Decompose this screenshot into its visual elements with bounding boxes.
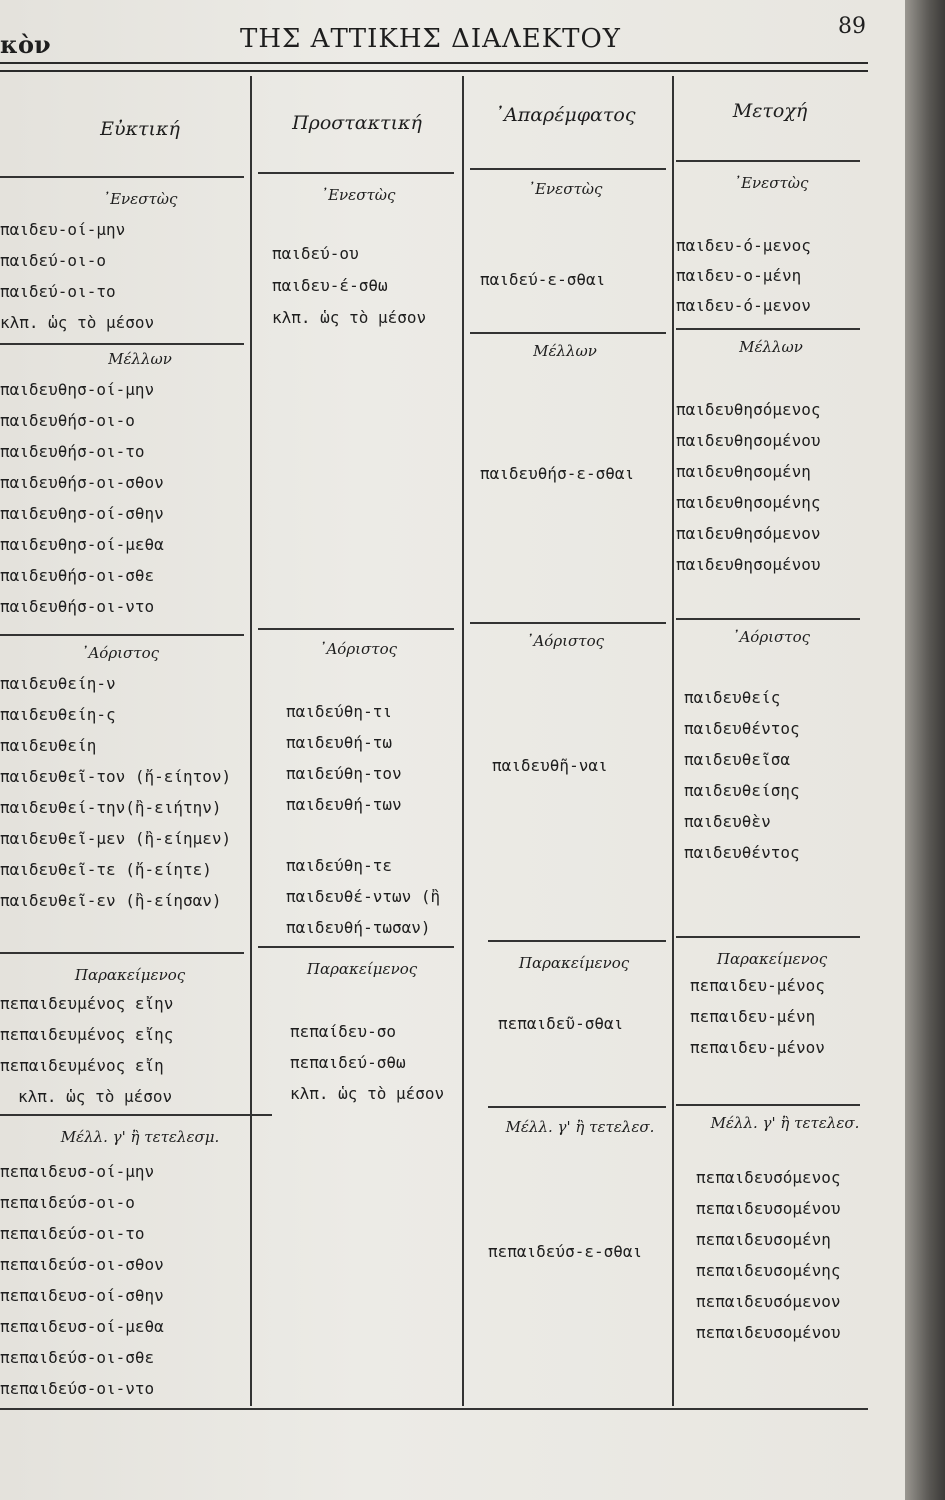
c4-perfect-form: πεπαιδευ-μένον [690, 1038, 825, 1057]
c2-present-heading: ᾿Ενεστὼς [320, 186, 396, 204]
divider-c1-present [0, 343, 244, 345]
divider-c3-perfect [488, 1106, 666, 1108]
c1-future-form: παιδευθήσ-οι-σθον [0, 473, 164, 492]
column-divider-2 [462, 76, 464, 1406]
c4-future-form: παιδευθησομένης [676, 493, 821, 512]
c4-future-form: παιδευθησομένου [676, 431, 821, 450]
c3-aorist-form: παιδευθῆ-ναι [492, 756, 608, 775]
c3-perfect-heading: Παρακείμενος [518, 954, 630, 972]
c3-futperf-form: πεπαιδεύσ-ε-σθαι [488, 1242, 643, 1261]
c4-futperf-heading: Μέλλ. γ' ἢ τετελεσ. [710, 1114, 860, 1132]
c4-present-form: παιδευ-ο-μένη [676, 266, 802, 285]
c1-perfect-form: κλπ. ὡς τὸ μέσον [18, 1087, 173, 1106]
c1-futperf-form: πεπαιδεύσ-οι-σθον [0, 1255, 164, 1274]
c1-present-form: παιδεύ-οι-το [0, 282, 116, 301]
divider-c2-future [258, 628, 454, 630]
c3-present-heading: ᾿Ενεστὼς [527, 180, 603, 198]
c1-future-form: παιδευθησ-οί-μην [0, 380, 155, 399]
divider-c2-aorist [258, 946, 454, 948]
c4-present-form: παιδευ-ό-μενος [676, 236, 811, 255]
c1-perfect-form: πεπαιδευμένος εἴην [0, 994, 174, 1013]
c2-aorist-form: παιδευθή-τωσαν) [286, 918, 431, 937]
c2-aorist-form: παιδευθή-τω [286, 733, 392, 752]
c4-aorist-form: παιδευθὲν [684, 812, 771, 831]
c2-present-form: παιδεύ-ου [272, 244, 359, 263]
table-bottom-rule [0, 1408, 868, 1410]
c1-futperf-heading: Μέλλ. γ' ἢ τετελεσμ. [60, 1128, 220, 1146]
c1-aorist-form: παιδευθεί-την(ἢ-ειήτην) [0, 798, 222, 817]
divider-c3-present [470, 332, 666, 334]
c1-present-form: κλπ. ὡς τὸ μέσον [0, 313, 155, 332]
c2-perfect-heading: Παρακείμενος [306, 960, 418, 978]
c4-perfect-heading: Παρακείμενος [716, 950, 828, 968]
c2-aorist-form: παιδεύθη-τον [286, 764, 402, 783]
divider-c3-head [470, 168, 666, 170]
c2-aorist-form: παιδεύθη-τι [286, 702, 392, 721]
c1-aorist-form: παιδευθεῖ-τε (ἤ-είητε) [0, 860, 212, 879]
c4-aorist-form: παιδευθεῖσα [684, 750, 790, 769]
c4-perfect-form: πεπαιδευ-μένη [690, 1007, 816, 1026]
c1-present-form: παιδεύ-οι-ο [0, 251, 106, 270]
c3-future-heading: Μέλλων [533, 342, 597, 360]
divider-c2-head [258, 172, 454, 174]
c4-perfect-form: πεπαιδευ-μένος [690, 976, 825, 995]
c2-aorist-heading: ᾿Αόριστος [318, 640, 398, 658]
c1-future-form: παιδευθήσ-οι-ο [0, 411, 135, 430]
c1-perfect-heading: Παρακείμενος [74, 966, 186, 984]
c2-present-form: κλπ. ὡς τὸ μέσον [272, 308, 427, 327]
c1-future-heading: Μέλλων [108, 350, 172, 368]
column-header-infinitive: ᾿Απαρέμφατος [494, 104, 636, 126]
column-header-imperative: Προστακτική [292, 112, 422, 134]
c4-futperf-form: πεπαιδευσομένη [696, 1230, 831, 1249]
c3-future-form: παιδευθήσ-ε-σθαι [480, 464, 635, 483]
c4-future-form: παιδευθησόμενος [676, 400, 821, 419]
page-edge-shadow [905, 0, 945, 1500]
c4-futperf-form: πεπαιδευσόμενος [696, 1168, 841, 1187]
divider-c1-perfect [0, 1114, 272, 1116]
page-number: 89 [838, 14, 866, 39]
c4-future-form: παιδευθησομένη [676, 462, 811, 481]
c1-futperf-form: πεπαιδεύσ-οι-το [0, 1224, 145, 1243]
c1-aorist-form: παιδευθεῖ-τον (ἤ-είητον) [0, 767, 232, 786]
c3-present-form: παιδεύ-ε-σθαι [480, 270, 606, 289]
c1-aorist-form: παιδευθεῖ-εν (ἢ-είησαν) [0, 891, 222, 910]
c1-futperf-form: πεπαιδεύσ-οι-σθε [0, 1348, 155, 1367]
c1-perfect-form: πεπαιδευμένος εἴη [0, 1056, 164, 1075]
c1-futperf-form: πεπαιδευσ-οί-μεθα [0, 1317, 164, 1336]
c1-present-form: παιδευ-οί-μην [0, 220, 126, 239]
c4-future-form: παιδευθησομένου [676, 555, 821, 574]
c4-aorist-form: παιδευθέντος [684, 843, 800, 862]
header-rule-bottom [0, 70, 868, 72]
c3-aorist-heading: ᾿Αόριστος [525, 632, 605, 650]
column-divider-1 [250, 76, 252, 1406]
c1-aorist-form: παιδευθεῖ-μεν (ἢ-είημεν) [0, 829, 232, 848]
divider-c1-aorist [0, 952, 244, 954]
column-header-optative: Εὐκτική [100, 118, 180, 140]
c1-aorist-form: παιδευθείη [0, 736, 97, 755]
c2-aorist-form: παιδευθέ-ντων (ἢ [286, 887, 441, 906]
c4-aorist-form: παιδευθέντος [684, 719, 800, 738]
c1-futperf-form: πεπαιδευσ-οί-μην [0, 1162, 155, 1181]
c1-future-form: παιδευθήσ-οι-το [0, 442, 145, 461]
c1-future-form: παιδευθησ-οί-σθην [0, 504, 164, 523]
divider-c4-aorist [676, 936, 860, 938]
c4-futperf-form: πεπαιδευσομένου [696, 1199, 841, 1218]
divider-c1-future [0, 634, 244, 636]
column-divider-3 [672, 76, 674, 1406]
c4-future-heading: Μέλλων [739, 338, 803, 356]
divider-c3-future [470, 622, 666, 624]
c2-aorist-form: παιδεύθη-τε [286, 856, 392, 875]
c2-aorist-form: παιδευθή-των [286, 795, 402, 814]
c1-aorist-heading: ᾿Αόριστος [80, 644, 160, 662]
c4-aorist-heading: ᾿Αόριστος [731, 628, 811, 646]
c2-perfect-form: πεπαιδεύ-σθω [290, 1053, 406, 1072]
c1-perfect-form: πεπαιδευμένος εἴης [0, 1025, 174, 1044]
c4-future-form: παιδευθησόμενον [676, 524, 821, 543]
divider-c4-future [676, 618, 860, 620]
c1-aorist-form: παιδευθείη-ς [0, 705, 116, 724]
c4-present-form: παιδευ-ό-μενον [676, 296, 811, 315]
c4-aorist-form: παιδευθείσης [684, 781, 800, 800]
c4-present-heading: ᾿Ενεστὼς [733, 174, 809, 192]
divider-c4-head [676, 160, 860, 162]
c2-perfect-form: κλπ. ὡς τὸ μέσον [290, 1084, 445, 1103]
c2-perfect-form: πεπαίδευ-σο [290, 1022, 396, 1041]
c4-aorist-form: παιδευθείς [684, 688, 781, 707]
column-header-participle: Μετοχή [732, 100, 808, 122]
c3-perfect-form: πεπαιδεῦ-σθαι [498, 1014, 624, 1033]
c1-future-form: παιδευθήσ-οι-σθε [0, 566, 155, 585]
header-rule-top [0, 62, 868, 64]
c1-futperf-form: πεπαιδεύσ-οι-ντο [0, 1379, 155, 1398]
c4-futperf-form: πεπαιδευσόμενον [696, 1292, 841, 1311]
divider-c3-aorist [488, 940, 666, 942]
c1-future-form: παιδευθήσ-οι-ντο [0, 597, 155, 616]
c1-futperf-form: πεπαιδευσ-οί-σθην [0, 1286, 164, 1305]
divider-c4-present [676, 328, 860, 330]
c3-futperf-heading: Μέλλ. γ' ἢ τετελεσ. [505, 1118, 655, 1136]
header-left-fragment: κὸν [0, 30, 51, 59]
divider-c4-perfect [676, 1104, 860, 1106]
c1-aorist-form: παιδευθείη-ν [0, 674, 116, 693]
c4-futperf-form: πεπαιδευσομένης [696, 1261, 841, 1280]
divider-c1-head [0, 176, 244, 178]
c2-present-form: παιδευ-έ-σθω [272, 276, 388, 295]
c4-futperf-form: πεπαιδευσομένου [696, 1323, 841, 1342]
running-title: ΤΗΣ ΑΤΤΙΚΗΣ ΔΙΑΛΕΚΤΟΥ [240, 24, 621, 54]
c1-present-heading: ᾿Ενεστὼς [102, 190, 178, 208]
c1-future-form: παιδευθησ-οί-μεθα [0, 535, 164, 554]
c1-futperf-form: πεπαιδεύσ-οι-ο [0, 1193, 135, 1212]
